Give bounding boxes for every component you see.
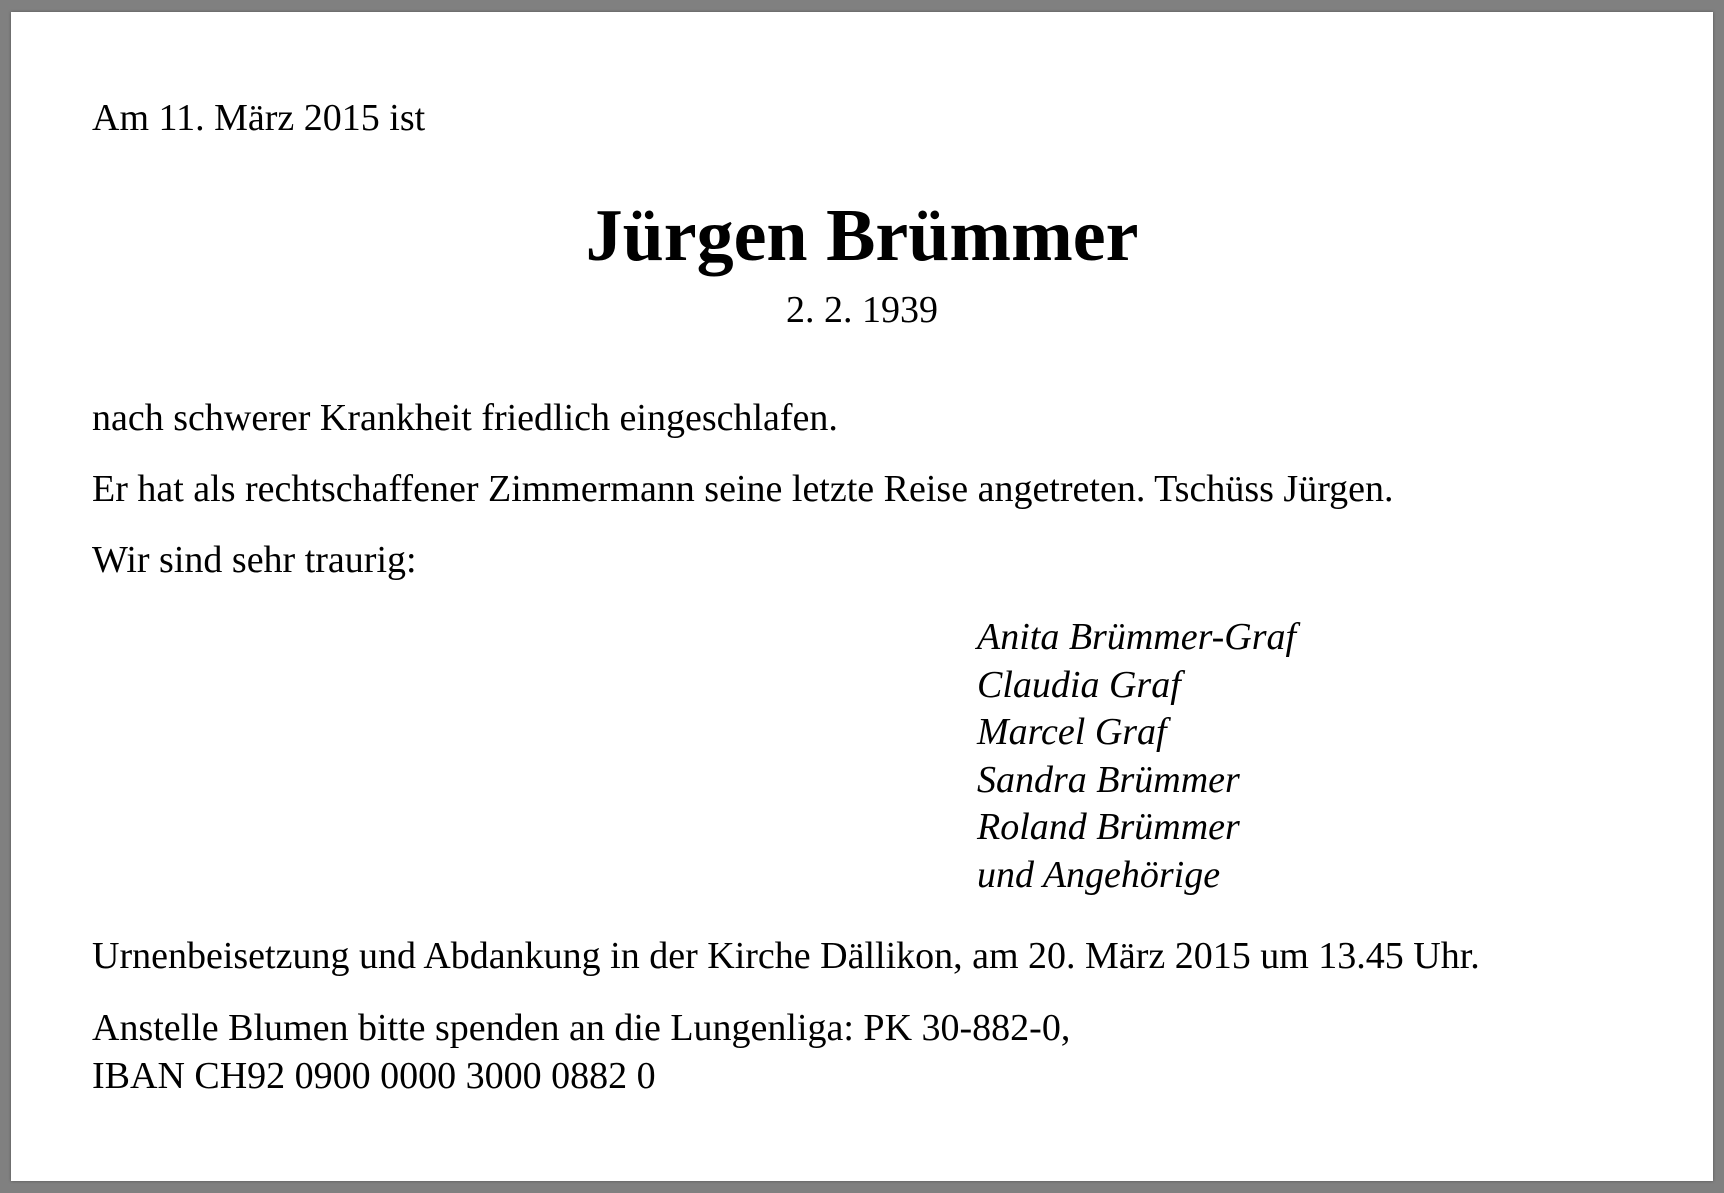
deceased-name: Jürgen Brümmer — [585, 195, 1139, 277]
obituary-notice — [11, 12, 1713, 1181]
mourner-name: Claudia Graf — [977, 663, 1181, 706]
mourner-name: Roland Brümmer — [977, 806, 1240, 848]
body-line-1: nach schwerer Krankheit friedlich eingeschlafen. — [92, 397, 838, 439]
mourner-name: Sandra Brümmer — [977, 758, 1240, 801]
intro-text: Am 11. März 2015 ist — [92, 97, 426, 139]
mourners-list — [977, 614, 1296, 899]
donation-line-2: IBAN CH92 0900 0000 3000 0882 0 — [92, 1055, 656, 1097]
mourner-name: Anita Brümmer-Graf — [977, 616, 1297, 658]
birth-date: 2. 2. 1939 — [786, 289, 938, 331]
mourner-name: Marcel Graf — [977, 711, 1167, 753]
body-line-2: Er hat als rechtschaffener Zimmermann seine letzte Reise angetreten. Tschüss Jürgen. — [92, 468, 1394, 510]
body-line-3: Wir sind sehr traurig: — [92, 539, 417, 581]
funeral-info: Urnenbeisetzung und Abdankung in der Kirche Dällikon, am 20. März 2015 um 13.45 Uhr. — [92, 935, 1480, 977]
mourner-name: und Angehörige — [977, 853, 1221, 896]
donation-line-1: Anstelle Blumen bitte spenden an die Lungenliga: PK 30-882-0, — [92, 1007, 1071, 1049]
